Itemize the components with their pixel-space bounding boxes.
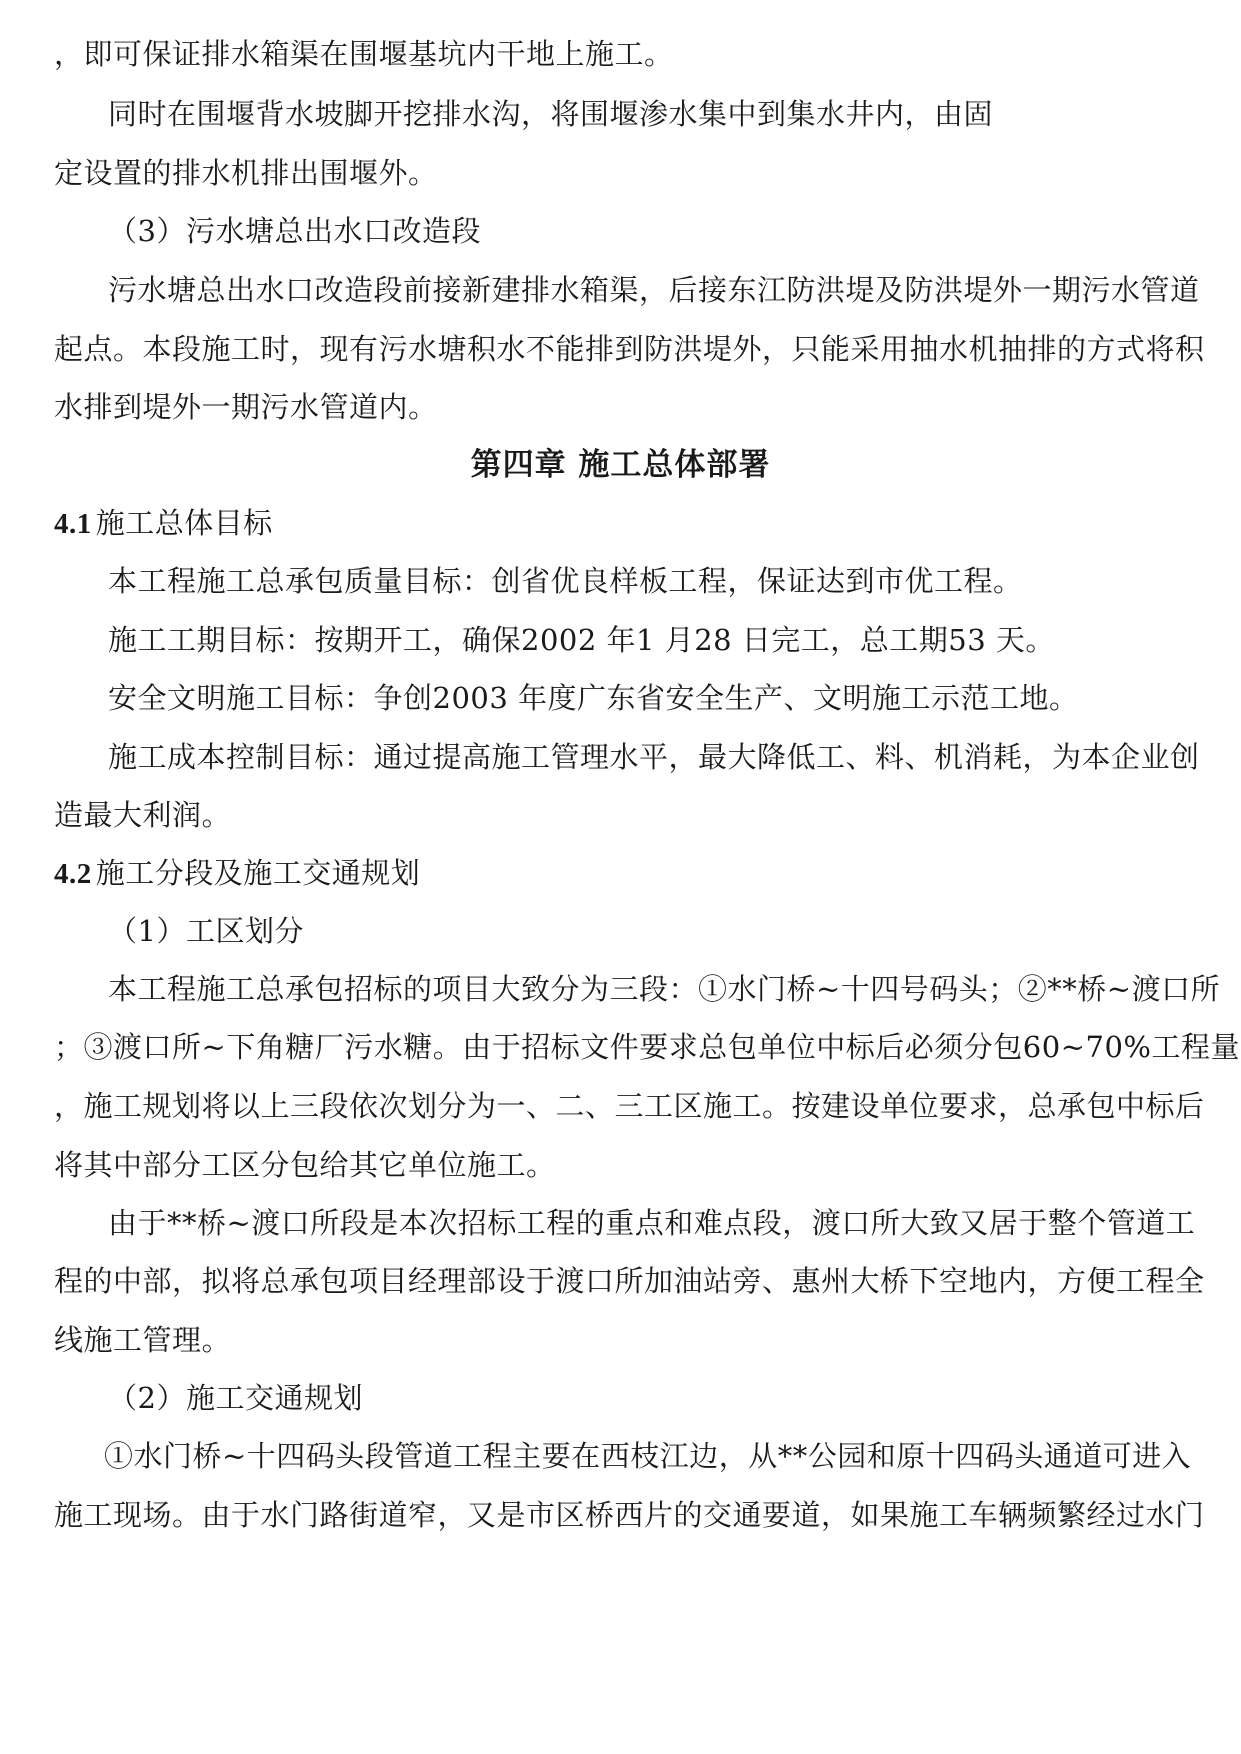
- text-line: 水排到堤外一期污水管道内。: [54, 390, 438, 424]
- section-title-text: 施工总体目标: [95, 506, 273, 540]
- text-line: 施工现场。由于水门路街道窄，又是市区桥西片的交通要道，如果施工车辆频繁经过水门: [54, 1498, 1205, 1532]
- text-line: 起点。本段施工时，现有污水塘积水不能排到防洪堤外，只能采用抽水机抽排的方式将积: [54, 332, 1205, 366]
- text-line: ①水门桥~十四码头段管道工程主要在西枝江边，从**公园和原十四码头通道可进入: [104, 1439, 1192, 1473]
- subsection-heading: （3）污水塘总出水口改造段: [108, 214, 481, 248]
- text-line: 定设置的排水机排出围堰外。: [54, 156, 438, 190]
- section-number: 4.1: [54, 508, 92, 540]
- section-heading-4-1: [54, 503, 273, 544]
- subsection-heading: （2）施工交通规划: [108, 1381, 363, 1415]
- text-line: ；③渡口所~下角糖厂污水糖。由于招标文件要求总包单位中标后必须分包60~70%工程量: [54, 1030, 1240, 1064]
- text-line: 本工程施工总承包质量目标：创省优良样板工程，保证达到市优工程。: [108, 564, 1023, 598]
- section-number: 4.2: [54, 858, 92, 890]
- text-line: 线施工管理。: [54, 1323, 232, 1357]
- text-line: 由于**桥~渡口所段是本次招标工程的重点和难点段，渡口所大致又居于整个管道工: [108, 1206, 1196, 1240]
- text-line: 施工成本控制目标：通过提高施工管理水平，最大降低工、料、机消耗，为本企业创: [108, 740, 1200, 774]
- section-heading-4-2: [54, 853, 420, 894]
- chapter-title: 第四章 施工总体部署: [470, 447, 771, 483]
- text-line: 污水塘总出水口改造段前接新建排水箱渠，后接东江防洪堤及防洪堤外一期污水管道: [108, 273, 1200, 307]
- text-line: ，即可保证排水箱渠在围堰基坑内干地上施工。: [54, 37, 674, 71]
- text-line: 程的中部，拟将总承包项目经理部设于渡口所加油站旁、惠州大桥下空地内，方便工程全: [54, 1264, 1205, 1298]
- text-line: 将其中部分工区分包给其它单位施工。: [54, 1148, 556, 1182]
- text-line: 造最大利润。: [54, 798, 232, 832]
- text-line: 同时在围堰背水坡脚开挖排水沟，将围堰渗水集中到集水井内，由固: [108, 97, 994, 131]
- text-line: 本工程施工总承包招标的项目大致分为三段：①水门桥~十四号码头；②**桥~渡口所: [108, 972, 1221, 1006]
- section-title-text: 施工分段及施工交通规划: [95, 856, 421, 890]
- text-line: 安全文明施工目标：争创2003 年度广东省安全生产、文明施工示范工地。: [108, 681, 1079, 715]
- text-line: 施工工期目标：按期开工，确保2002 年1 月28 日完工，总工期53 天。: [108, 623, 1055, 657]
- subsection-heading: （1）工区划分: [108, 914, 304, 948]
- text-line: ，施工规划将以上三段依次划分为一、二、三工区施工。按建设单位要求，总承包中标后: [54, 1089, 1205, 1123]
